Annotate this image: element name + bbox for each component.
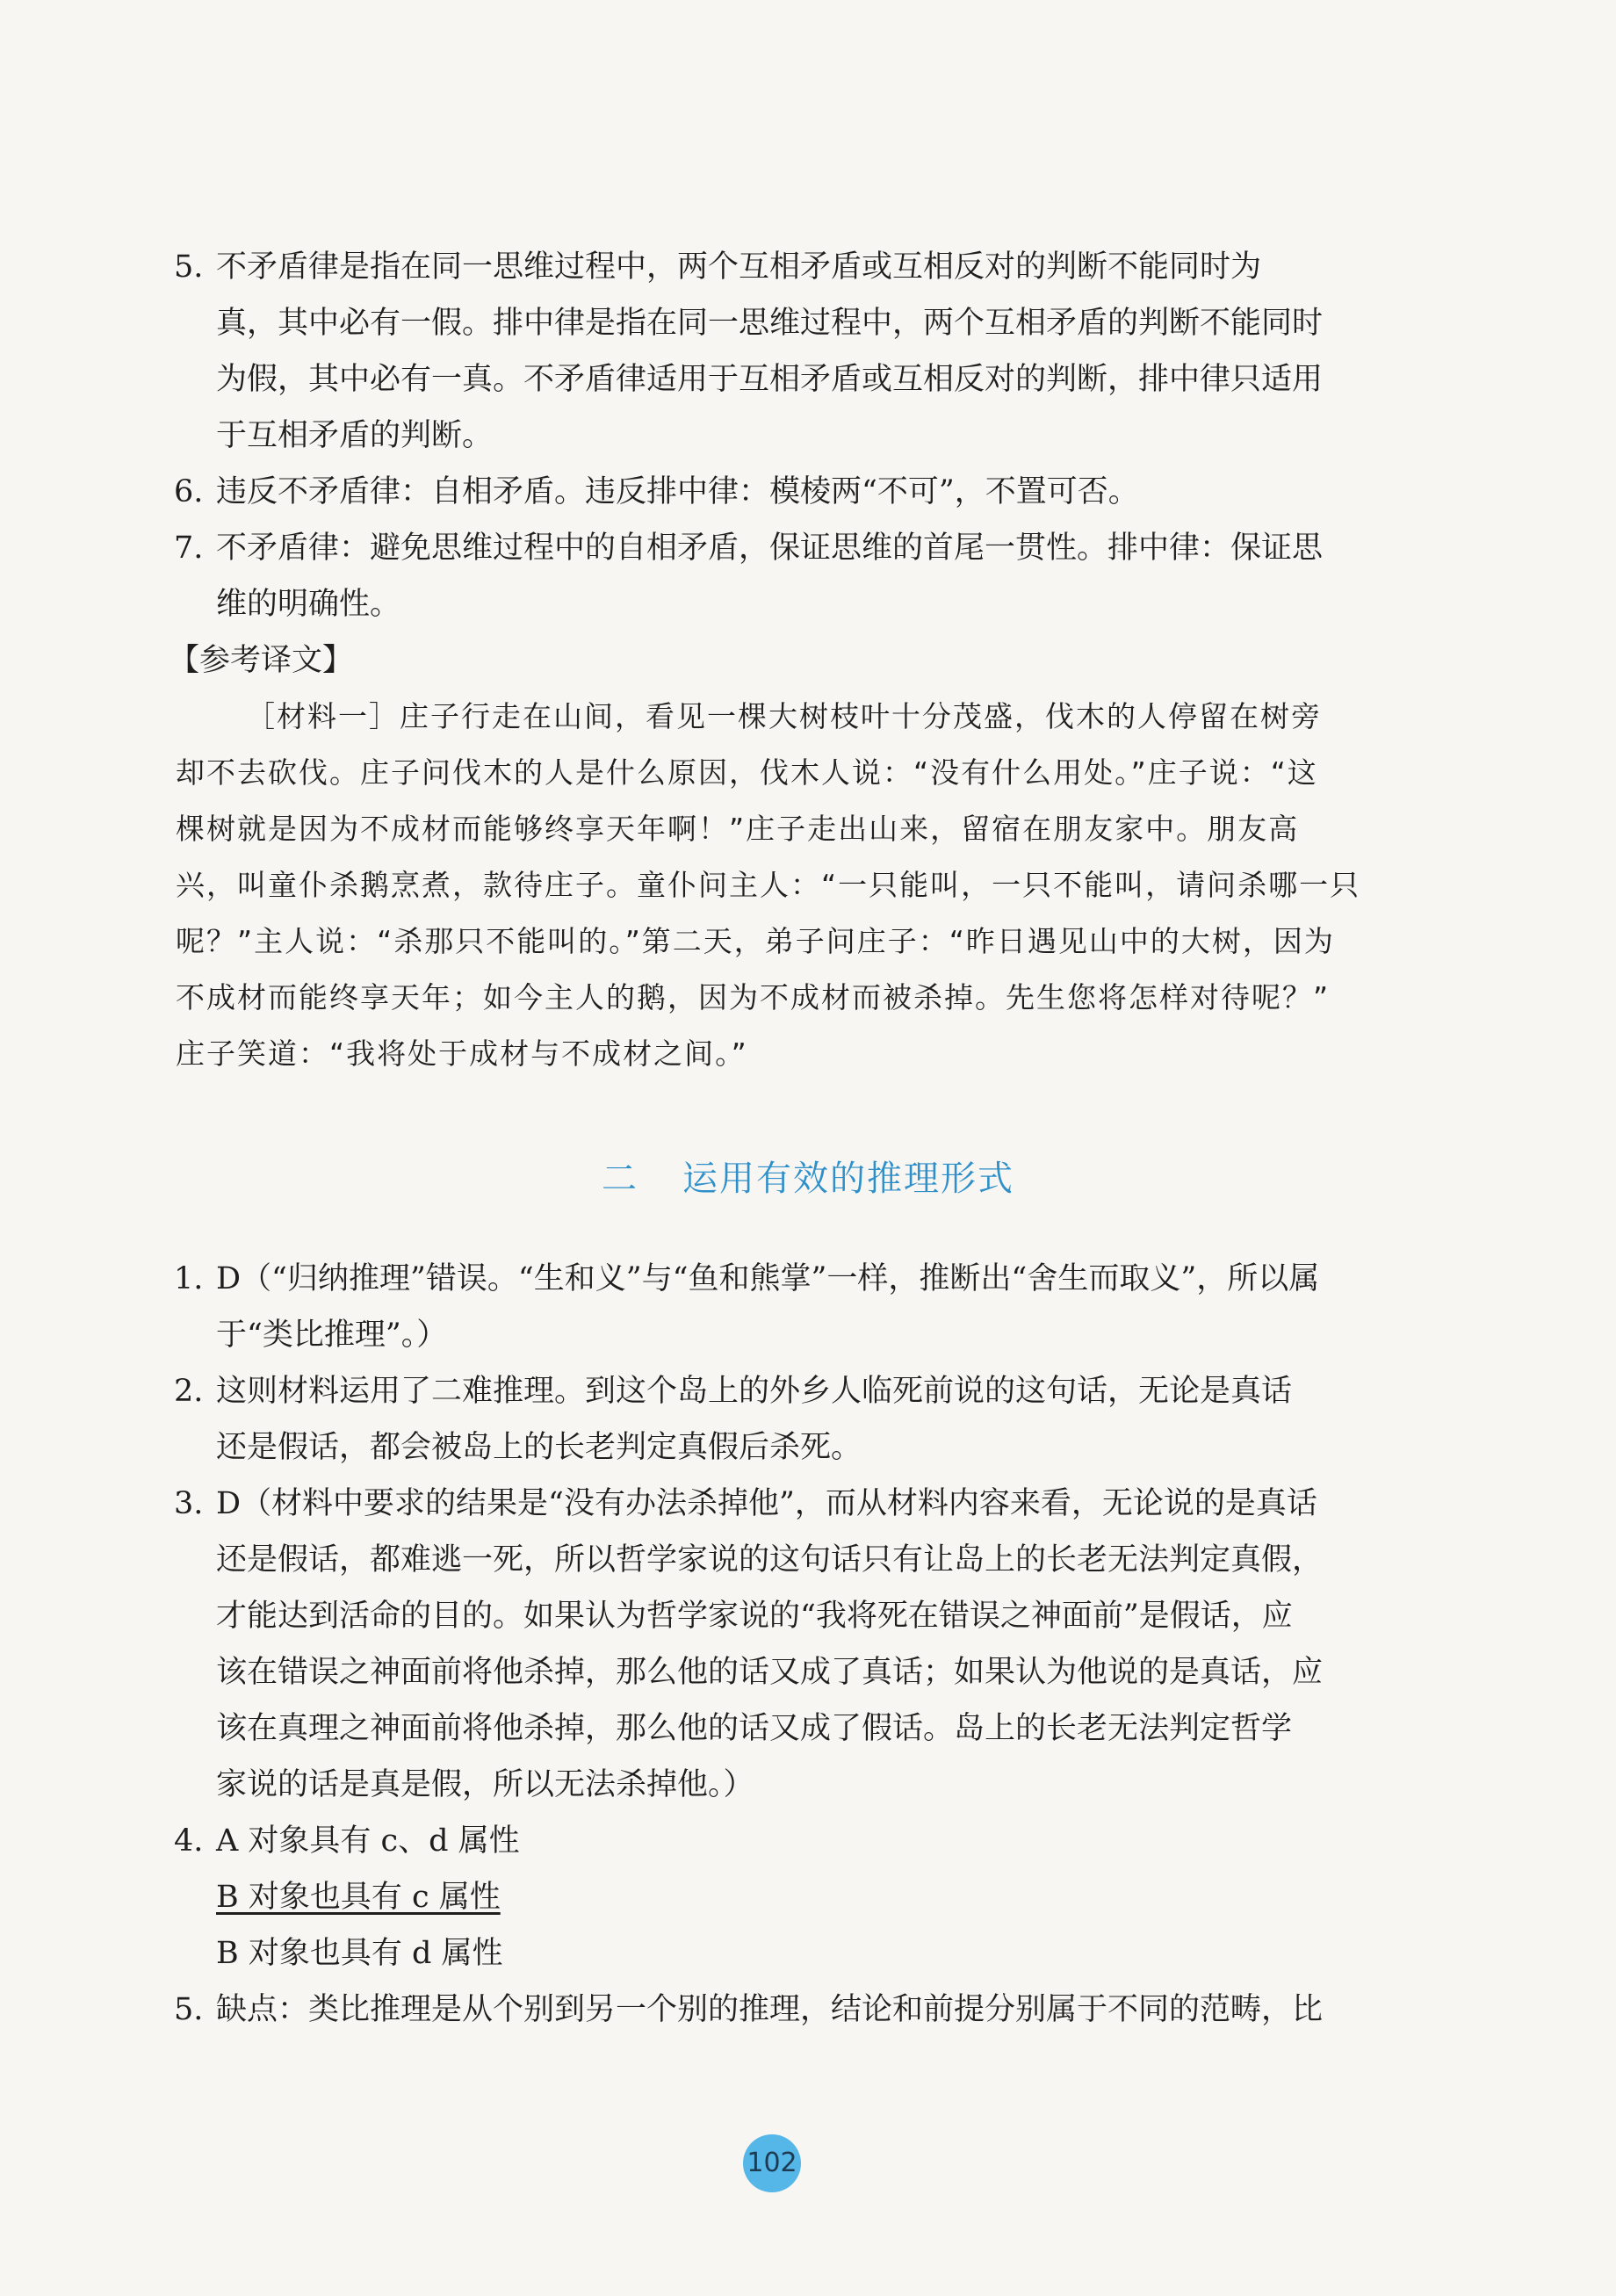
section-item-3-line: 还是假话，都难逃一死，所以哲学家说的这句话只有让岛上的长老无法判定真假， <box>216 1542 1324 1578</box>
item-6-line: 违反不矛盾律：自相矛盾。违反排中律：模棱两“不可”，不置可否。 <box>216 474 1139 509</box>
item-5-line: 不矛盾律是指在同一思维过程中，两个互相矛盾或互相反对的判断不能同时为 <box>216 249 1262 285</box>
section-item-1-line: D（“归纳推理”错误。“生和义”与“鱼和熊掌”一样，推断出“舍生而取义”，所以属 <box>216 1261 1320 1296</box>
conclusion-line: B 对象也具有 d 属性 <box>216 1936 503 1971</box>
section-item-3-line: 家说的话是真是假，所以无法杀掉他。） <box>216 1767 754 1802</box>
premise-line: B 对象也具有 c 属性 <box>216 1880 501 1915</box>
translation-line: 呢？”主人说：“杀那只不能叫的。”第二天，弟子问庄子：“昨日遇见山中的大树，因为 <box>176 924 1335 958</box>
item-number: 5. <box>174 1992 204 2027</box>
section-item-3-line: D（材料中要求的结果是“没有办法杀掉他”，而从材料内容来看，无论说的是真话 <box>216 1486 1317 1521</box>
item-number: 4. <box>174 1823 204 1859</box>
section-item-2-line: 还是假话，都会被岛上的长老判定真假后杀死。 <box>216 1430 862 1465</box>
section-item-3-line: 才能达到活命的目的。如果认为哲学家说的“我将死在错误之神面前”是假话，应 <box>216 1599 1293 1634</box>
translation-line: 兴，叫童仆杀鹅烹煮，款待庄子。童仆问主人：“一只能叫，一只不能叫，请问杀哪一只 <box>176 868 1361 902</box>
translation-line: ［材料一］庄子行走在山间，看见一棵大树枝叶十分茂盛，伐木的人停留在树旁 <box>246 699 1322 733</box>
page-number: 102 <box>743 2134 801 2192</box>
item-number: 2. <box>174 1374 204 1409</box>
section-item-5-line: 缺点：类比推理是从个别到另一个别的推理，结论和前提分别属于不同的范畴，比 <box>216 1992 1324 2027</box>
section-item-3-line: 该在错误之神面前将他杀掉，那么他的话又成了真话；如果认为他说的是真话，应 <box>216 1655 1324 1690</box>
premise-line: A 对象具有 c、d 属性 <box>216 1823 520 1859</box>
section-title <box>0 1151 1616 1201</box>
item-number: 3. <box>174 1486 204 1521</box>
translation-line: 棵树就是因为不成材而能够终享天年啊！”庄子走出山来，留宿在朋友家中。朋友高 <box>176 812 1300 846</box>
section-number: 二 <box>602 1159 638 1199</box>
translation-line: 却不去砍伐。庄子问伐木的人是什么原因，伐木人说：“没有什么用处。”庄子说：“这 <box>176 755 1318 790</box>
item-number: 1. <box>174 1261 204 1296</box>
reference-translation-heading: 【参考译文】 <box>169 643 354 678</box>
translation-line: 庄子笑道：“我将处于成材与不成材之间。” <box>176 1036 748 1071</box>
item-5-line: 真，其中必有一假。排中律是指在同一思维过程中，两个互相矛盾的判断不能同时 <box>216 306 1324 341</box>
section-item-1-line: 于“类比推理”。） <box>216 1318 448 1353</box>
item-5-line: 为假，其中必有一真。不矛盾律适用于互相矛盾或互相反对的判断，排中律只适用 <box>216 362 1324 397</box>
item-number: 5. <box>174 249 204 285</box>
item-7-line: 不矛盾律：避免思维过程中的自相矛盾，保证思维的首尾一贯性。排中律：保证思 <box>216 531 1324 566</box>
item-number: 7. <box>174 531 204 566</box>
section-item-3-line: 该在真理之神面前将他杀掉，那么他的话又成了假话。岛上的长老无法判定哲学 <box>216 1711 1293 1746</box>
item-7-line: 维的明确性。 <box>216 587 401 622</box>
section-item-2-line: 这则材料运用了二难推理。到这个岛上的外乡人临死前说的这句话，无论是真话 <box>216 1374 1293 1409</box>
item-5-line: 于互相矛盾的判断。 <box>216 418 494 453</box>
section-title-text: 运用有效的推理形式 <box>682 1159 1014 1199</box>
item-number: 6. <box>174 474 204 509</box>
translation-line: 不成材而能终享天年；如今主人的鹅，因为不成材而被杀掉。先生您将怎样对待呢？” <box>176 980 1331 1014</box>
